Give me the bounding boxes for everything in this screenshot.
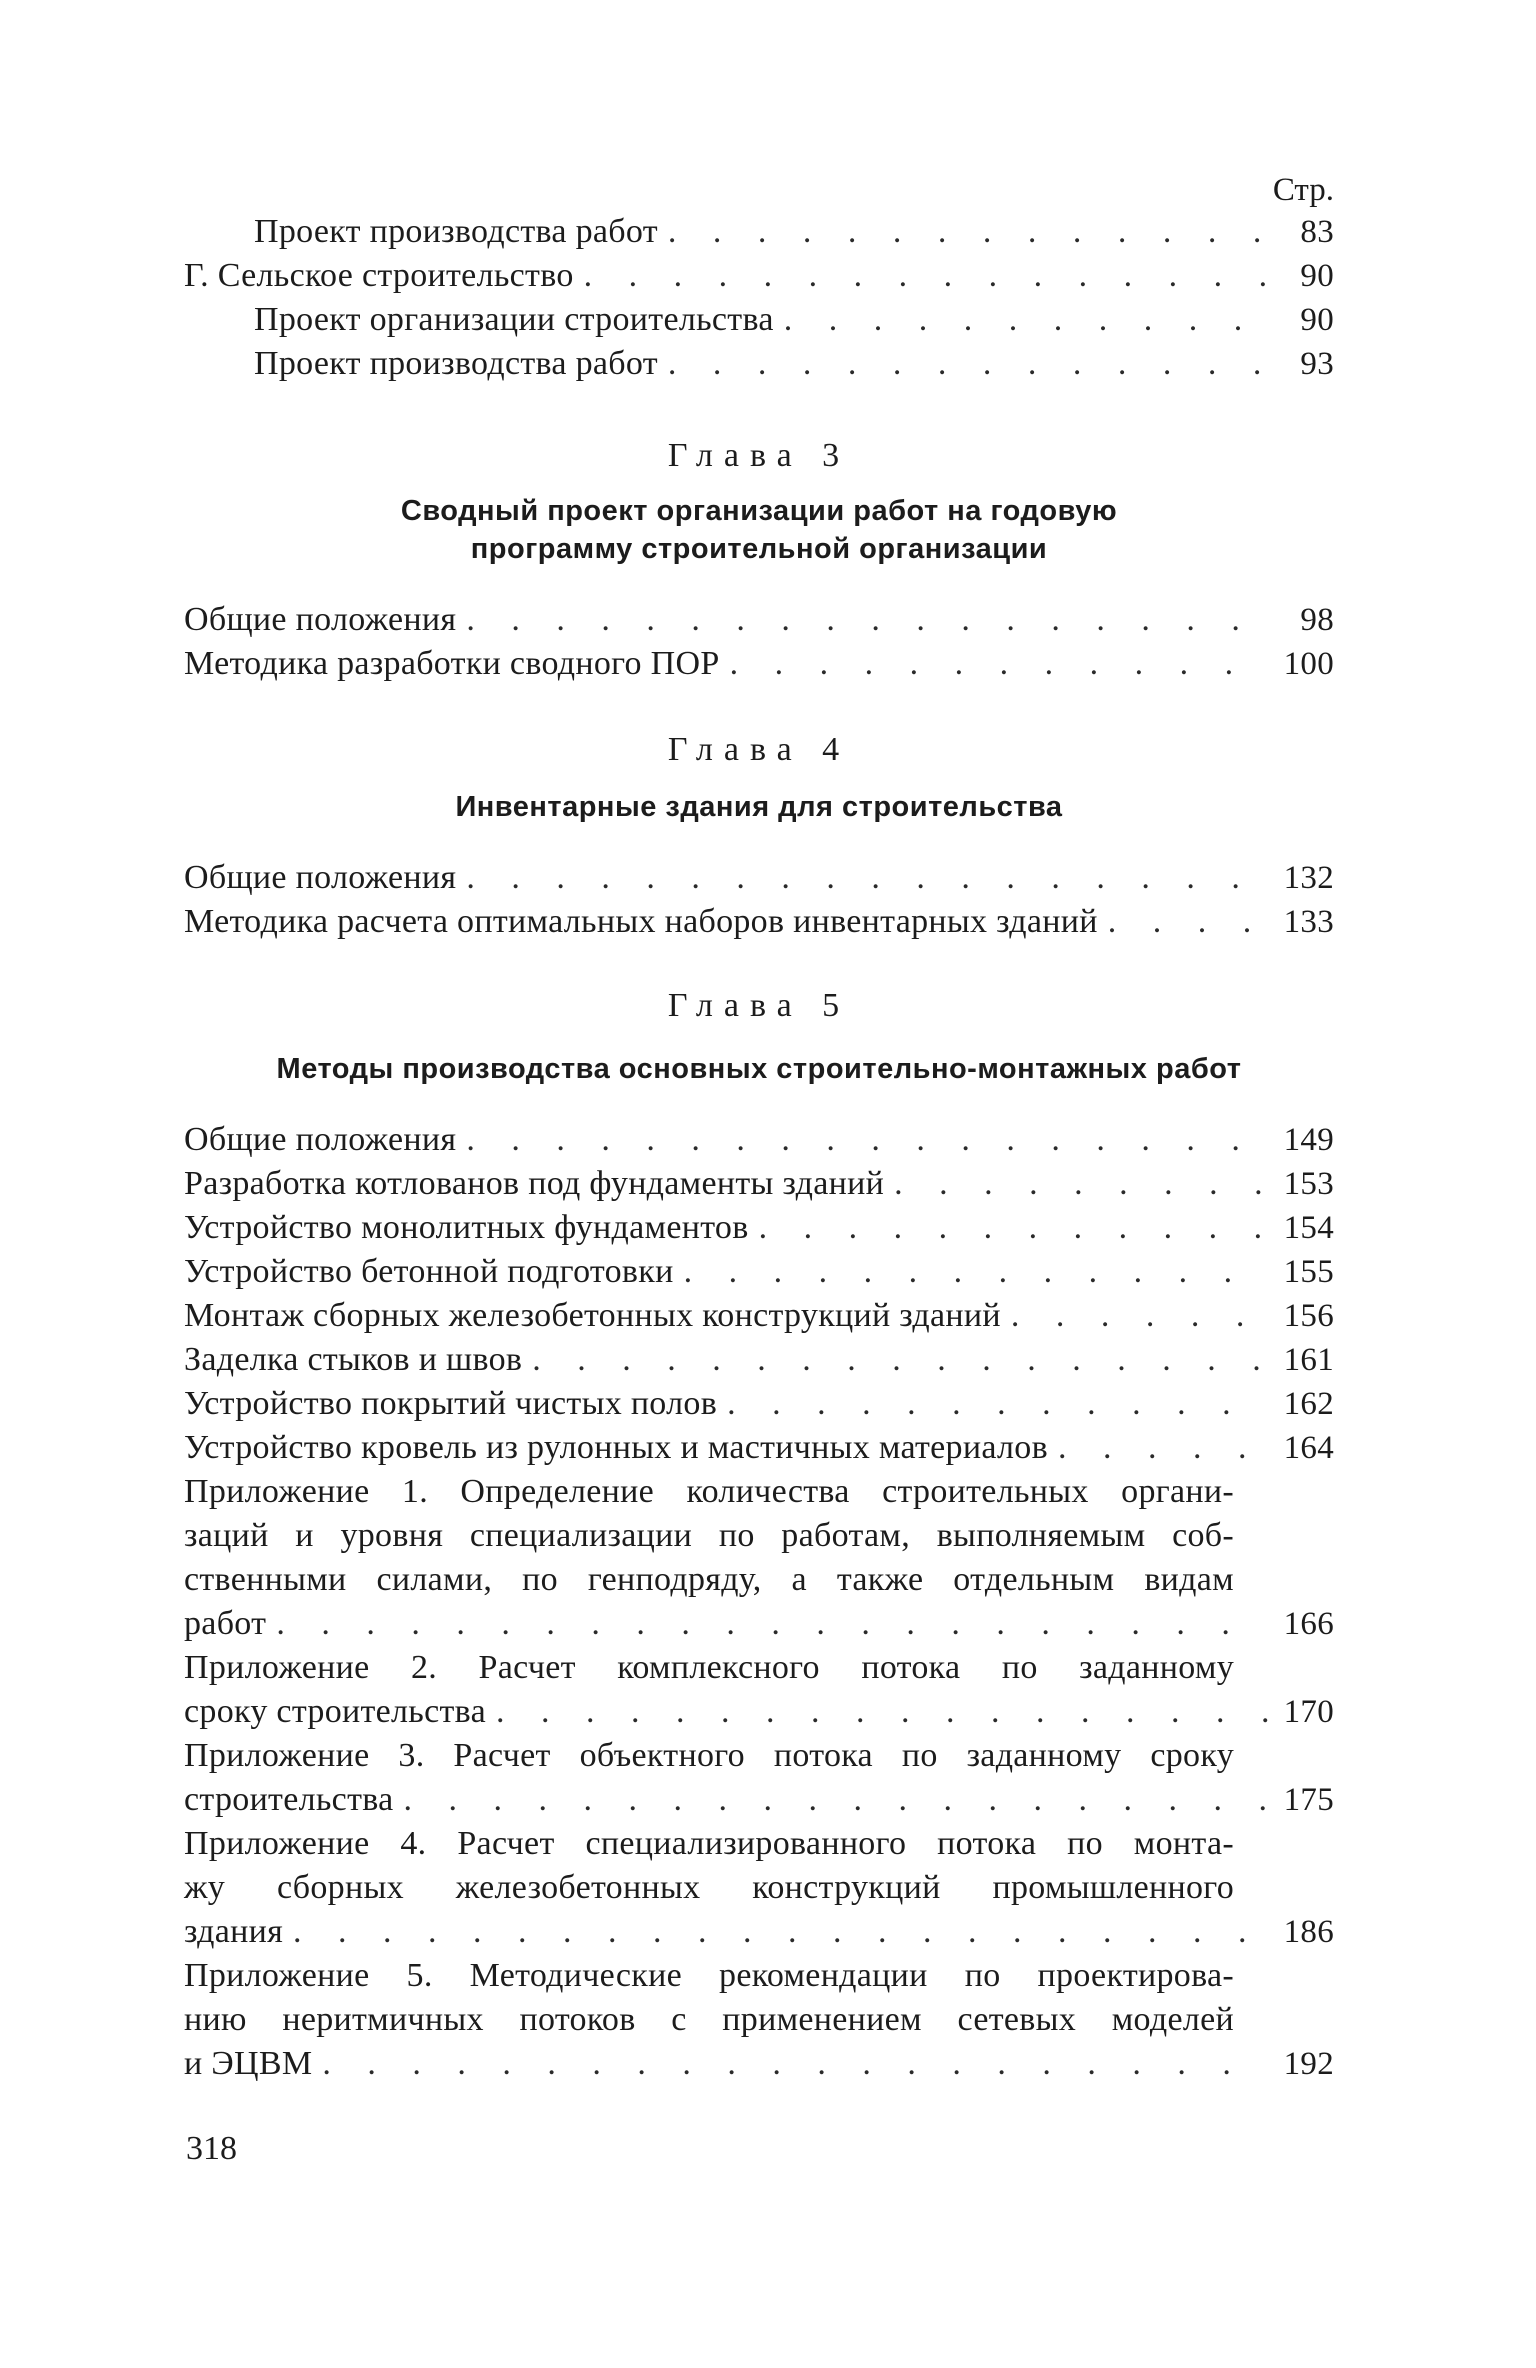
appendix-text-line: заций и уровня специализации по работам, выполняемым соб-	[184, 1517, 1234, 1554]
toc-entry[interactable]	[184, 254, 1334, 298]
toc-entry-page: 170	[1283, 1694, 1334, 1730]
toc-entry[interactable]	[184, 1118, 1334, 1162]
toc-entry-page: 175	[1283, 1782, 1334, 1818]
appendix-5[interactable]	[184, 1954, 1334, 2086]
toc-entry-title: Общие положения	[184, 1121, 457, 1158]
toc-entry-page: 155	[1283, 1254, 1334, 1290]
dot-leader	[894, 1162, 1268, 1206]
chapter-4-label: Глава 4	[667, 731, 851, 768]
toc-entry-page: 156	[1283, 1298, 1334, 1334]
toc-entry-title: Проект производства работ	[254, 345, 658, 382]
toc-entry-page: 192	[1283, 2046, 1334, 2082]
toc-entry-title: сроку строительства	[184, 1693, 486, 1730]
toc-entry-page: 164	[1283, 1430, 1334, 1466]
toc-entry-page: 132	[1283, 860, 1334, 896]
toc-entry-page: 100	[1283, 646, 1334, 682]
dot-leader	[727, 1382, 1268, 1426]
toc-entry-title: Методика разработки сводного ПОР	[184, 645, 720, 682]
dot-leader	[293, 1910, 1268, 1954]
chapter-5-label: Глава 5	[667, 987, 851, 1024]
dot-leader	[684, 1250, 1268, 1294]
toc-entry-page: 90	[1300, 302, 1334, 338]
toc-entry-title: Устройство бетонной подготовки	[184, 1253, 674, 1290]
toc-entry[interactable]	[184, 856, 1334, 900]
toc-entry[interactable]	[184, 1206, 1334, 1250]
toc-entry-title: Г. Сельское строительство	[184, 257, 574, 294]
appendix-text-line: ственными силами, по генподряду, а также отдельным видам	[184, 1561, 1234, 1598]
toc-entry-page: 166	[1283, 1606, 1334, 1642]
dot-leader	[1108, 900, 1268, 944]
dot-leader	[322, 2042, 1268, 2086]
dot-leader	[532, 1338, 1268, 1382]
appendix-last-line	[184, 1910, 1334, 1954]
toc-entry-title: Монтаж сборных железобетонных конструкций зданий	[184, 1297, 1001, 1334]
toc-entry-page: 162	[1283, 1386, 1334, 1422]
toc-entry-title: Проект организации строительства	[254, 301, 774, 338]
dot-leader	[276, 1602, 1268, 1646]
toc-entry-title: здания	[184, 1913, 284, 1950]
toc-entry-page: 133	[1283, 904, 1334, 940]
page-column-header: Стр.	[1272, 172, 1334, 208]
dot-leader	[1011, 1294, 1268, 1338]
toc-entry-title: Устройство монолитных фундаментов	[184, 1209, 749, 1246]
toc-entry-title: Заделка стыков и швов	[184, 1341, 523, 1378]
toc-entry-title: Устройство кровель из рулонных и мастичных материалов	[184, 1429, 1048, 1466]
dot-leader	[496, 1690, 1268, 1734]
toc-entry-title: Методика расчета оптимальных наборов инвентарных зданий	[184, 903, 1098, 940]
toc-entry[interactable]	[184, 1294, 1334, 1338]
appendix-last-line	[184, 1602, 1334, 1646]
toc-entry-title: Устройство покрытий чистых полов	[184, 1385, 718, 1422]
toc-entry[interactable]	[184, 1426, 1334, 1470]
appendix-4[interactable]	[184, 1822, 1334, 1954]
toc-entry[interactable]	[184, 598, 1334, 642]
dot-leader	[466, 1118, 1268, 1162]
dot-leader	[466, 856, 1268, 900]
toc-page	[184, 170, 1334, 2086]
toc-entry-title: строительства	[184, 1781, 394, 1818]
dot-leader	[668, 210, 1268, 254]
toc-entry-page: 154	[1283, 1210, 1334, 1246]
appendix-text-line: Приложение 1. Определение количества строительных органи-	[184, 1473, 1234, 1510]
appendix-text-line: Приложение 3. Расчет объектного потока по заданному сроку	[184, 1737, 1234, 1774]
toc-entry[interactable]	[184, 298, 1334, 342]
toc-entry-title: Общие положения	[184, 859, 457, 896]
chapter-3-label: Глава 3	[667, 437, 851, 474]
toc-entry-page: 98	[1300, 602, 1334, 638]
toc-entry[interactable]	[184, 210, 1334, 254]
toc-entry-title: и ЭЦВМ	[184, 2045, 313, 2082]
toc-entry[interactable]	[184, 1338, 1334, 1382]
appendix-text-line: Приложение 5. Методические рекомендации по проектирова-	[184, 1957, 1234, 1994]
page-number: 318	[186, 2130, 237, 2167]
dot-leader	[759, 1206, 1268, 1250]
chapter-3-title-line-2: программу строительной организации	[470, 533, 1048, 565]
appendix-last-line	[184, 1778, 1334, 1822]
toc-entry[interactable]	[184, 900, 1334, 944]
chapter-4-title: Инвентарные здания для строительства	[455, 791, 1063, 823]
toc-entry[interactable]	[184, 1382, 1334, 1426]
dot-leader	[1058, 1426, 1268, 1470]
dot-leader	[668, 342, 1268, 386]
appendix-text-line: Приложение 4. Расчет специализированного потока по монта-	[184, 1825, 1234, 1862]
toc-entry-page: 83	[1300, 214, 1334, 250]
dot-leader	[404, 1778, 1268, 1822]
toc-entry-page: 93	[1300, 346, 1334, 382]
toc-entry-title: Общие положения	[184, 601, 457, 638]
toc-entry[interactable]	[184, 642, 1334, 686]
chapter-3-title-line-1: Сводный проект организации работ на годовую	[400, 495, 1118, 527]
toc-entry-page: 90	[1300, 258, 1334, 294]
toc-entry-page: 149	[1283, 1122, 1334, 1158]
toc-entry[interactable]	[184, 342, 1334, 386]
appendix-text-line: Приложение 2. Расчет комплексного потока по заданному	[184, 1649, 1234, 1686]
appendix-last-line	[184, 2042, 1334, 2086]
toc-entry[interactable]	[184, 1250, 1334, 1294]
appendix-last-line	[184, 1690, 1334, 1734]
appendix-3[interactable]	[184, 1734, 1334, 1822]
dot-leader	[584, 254, 1268, 298]
toc-entry[interactable]	[184, 1162, 1334, 1206]
toc-entry-page: 186	[1283, 1914, 1334, 1950]
appendix-2[interactable]	[184, 1646, 1334, 1734]
toc-entry-title: работ	[184, 1605, 267, 1642]
dot-leader	[784, 298, 1268, 342]
toc-entry-page: 161	[1283, 1342, 1334, 1378]
toc-entry-title: Разработка котлованов под фундаменты зданий	[184, 1165, 885, 1202]
toc-entry-title: Проект производства работ	[254, 213, 658, 250]
chapter-5-title: Методы производства основных строительно-монтажных работ	[276, 1053, 1242, 1085]
dot-leader	[730, 642, 1268, 686]
appendix-text-line: жу сборных железобетонных конструкций промышленного	[184, 1869, 1234, 1906]
appendix-text-line: нию неритмичных потоков с применением сетевых моделей	[184, 2001, 1234, 2038]
toc-entry-page: 153	[1283, 1166, 1334, 1202]
top-entries	[184, 210, 1334, 386]
appendix-1[interactable]	[184, 1470, 1334, 1646]
dot-leader	[466, 598, 1268, 642]
